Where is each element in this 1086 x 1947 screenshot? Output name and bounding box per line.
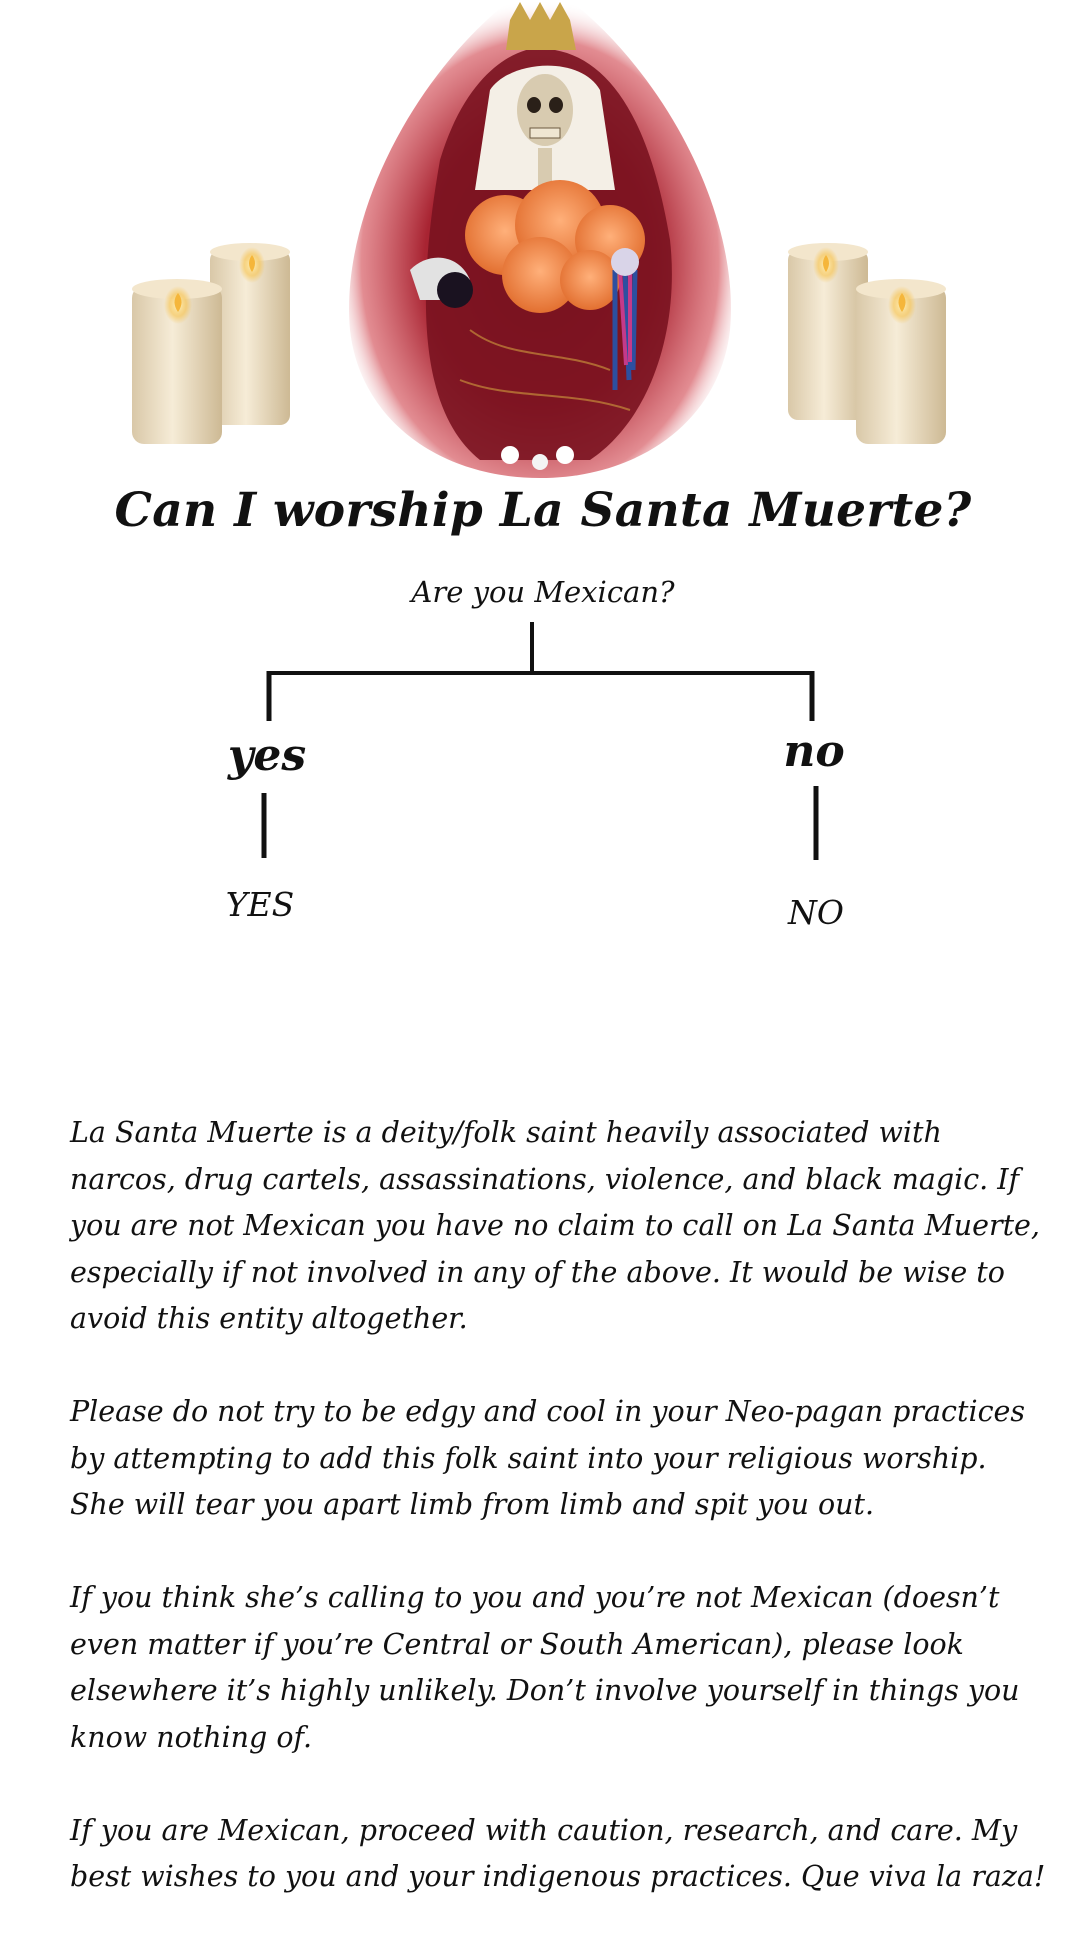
page-title: Can I worship La Santa Muerte? [114,483,972,538]
body-text [70,1110,1050,1947]
outcome-no: NO [788,893,844,932]
paragraph-1: La Santa Muerte is a deity/folk saint heavily associated with narcos, drug cartels, assassinations, violence, and black magic. If you are not Mexican you have no claim to call on La Santa Muerte, especially if not involved in any of the above. It would be wise to avoid this entity altogether. [70,1116,1040,1335]
paragraph-2: Please do not try to be edgy and cool in your Neo-pagan practices by attempting to add this folk saint into your religious worship. She will tear you apart limb from limb and spit you out. [70,1395,1026,1521]
paragraph-3: If you think she’s calling to you and you’re not Mexican (doesn’t even matter if you’re Central or South American), please look elsewhere it’s highly unlikely. Don’t involve yourself in things you know nothing of. [70,1581,1020,1754]
outcome-yes: YES [225,885,295,924]
paragraph-4: If you are Mexican, proceed with caution, research, and care. My best wishes to you and your indigenous practices. Que viva la raza! [70,1813,1046,1893]
flowchart-question: Are you Mexican? [411,575,675,609]
branch-yes-label: yes [227,730,307,781]
branch-no-label: no [783,726,845,777]
